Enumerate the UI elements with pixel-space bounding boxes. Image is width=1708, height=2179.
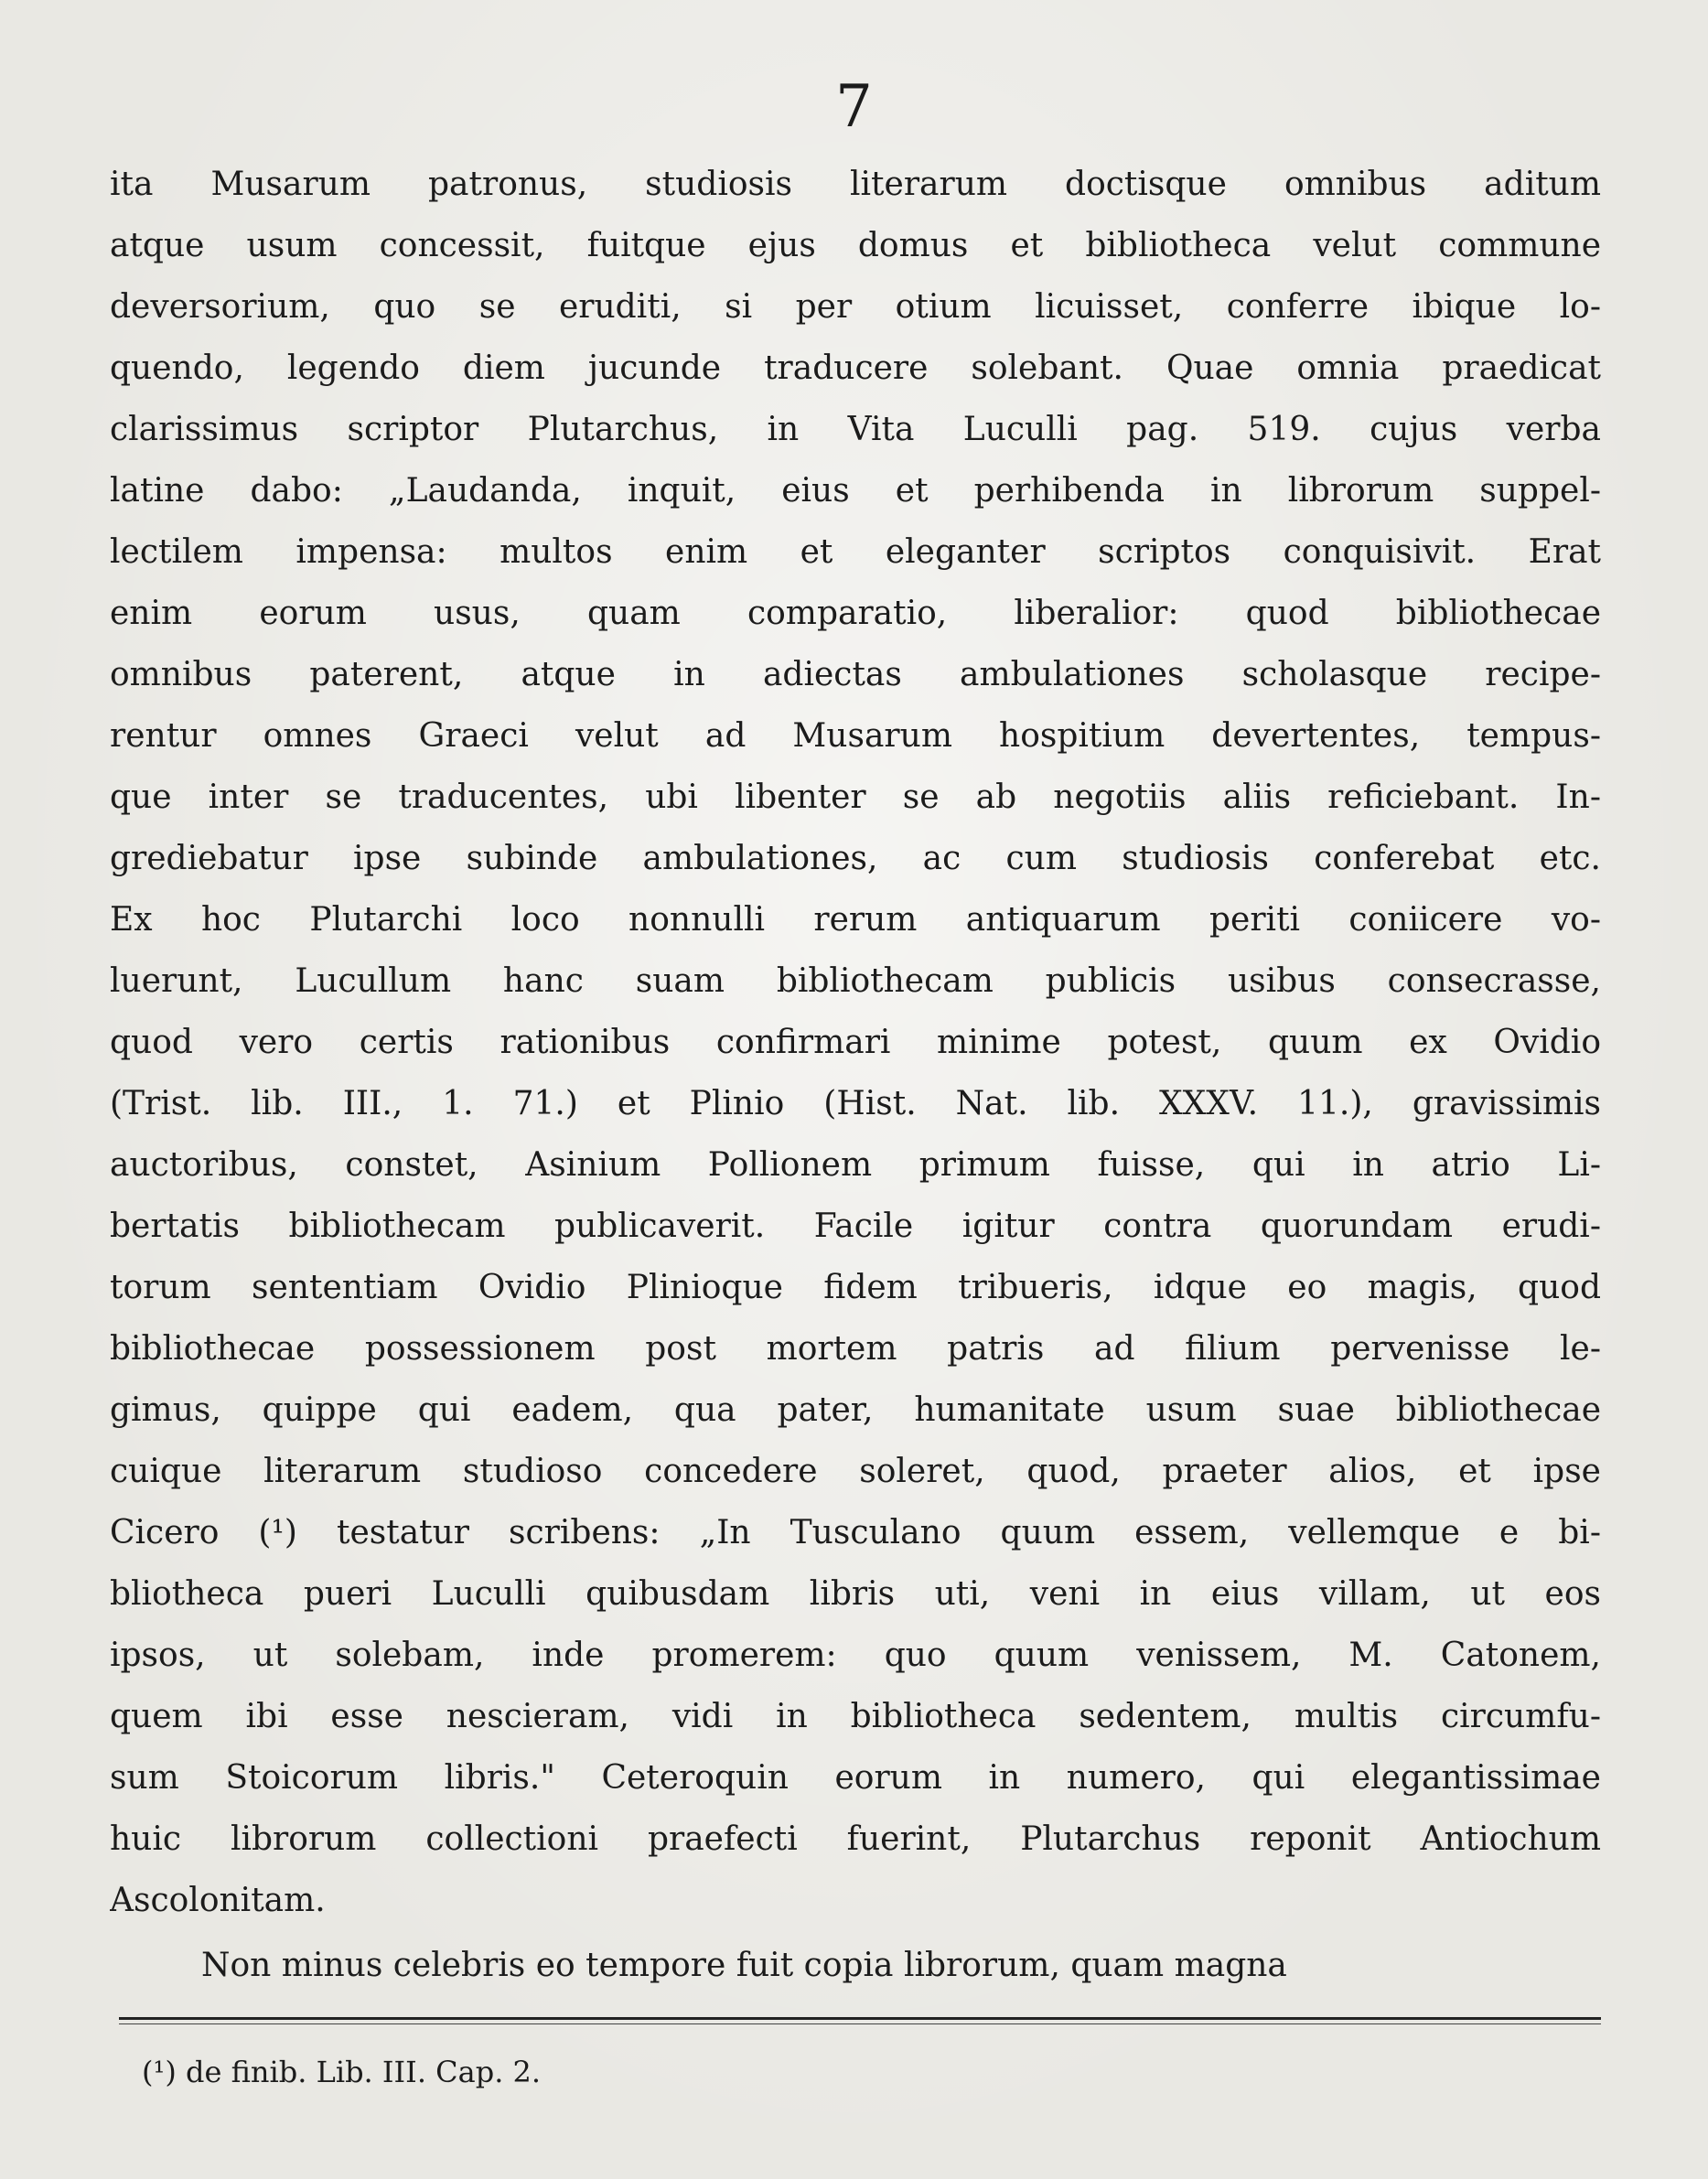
text-line: torum sententiam Ovidio Plinioque fidem tribueris, idque eo magis, quod — [110, 1269, 1601, 1306]
text-line: grediebatur ipse subinde ambulationes, ac cum studiosis conferebat etc. — [110, 840, 1601, 877]
text-line: clarissimus scriptor Plutarchus, in Vita Luculli pag. 519. cujus verba — [110, 411, 1601, 448]
footnote: (¹) de finib. Lib. III. Cap. 2. — [142, 2055, 542, 2089]
text-line: gimus, quippe qui eadem, qua pater, humanitate usum suae bibliothecae — [110, 1391, 1601, 1429]
paragraph-start-line: Non minus celebris eo tempore fuit copia librorum, quam magna — [201, 1947, 1287, 1984]
text-line: quendo, legendo diem jucunde traducere solebant. Quae omnia praedicat — [110, 349, 1601, 387]
text-line: ipsos, ut solebam, inde promerem: quo quum venissem, M. Catonem, — [110, 1637, 1601, 1674]
text-line: (Trist. lib. III., 1. 71.) et Plinio (Hist. Nat. lib. XXXV. 11.), gravissimis — [110, 1085, 1601, 1122]
text-line: auctoribus, constet, Asinium Pollionem primum fuisse, qui in atrio Li- — [110, 1146, 1601, 1184]
text-line: sum Stoicorum libris." Ceteroquin eorum in numero, qui elegantissimae — [110, 1759, 1601, 1797]
text-line: ita Musarum patronus, studiosis literarum doctisque omnibus aditum — [110, 166, 1601, 203]
text-line: Ex hoc Plutarchi loco nonnulli rerum antiquarum periti coniicere vo- — [110, 901, 1601, 939]
text-line: enim eorum usus, quam comparatio, liberalior: quod bibliothecae — [110, 595, 1601, 632]
text-line: lectilem impensa: multos enim et eleganter scriptos conquisivit. Erat — [110, 533, 1601, 571]
body-text — [110, 154, 1601, 1996]
page-number: 7 — [835, 73, 873, 141]
text-line: bertatis bibliothecam publicaverit. Facile igitur contra quorundam erudi- — [110, 1208, 1601, 1245]
text-line: bibliothecae possessionem post mortem patris ad filium pervenisse le- — [110, 1330, 1601, 1368]
text-line: Ascolonitam. — [110, 1882, 326, 1919]
text-line: que inter se traducentes, ubi libenter se ab negotiis aliis reficiebant. In- — [110, 778, 1601, 816]
text-line: atque usum concessit, fuitque ejus domus et bibliotheca velut commune — [110, 227, 1601, 264]
text-line: quem ibi esse nescieram, vidi in bibliotheca sedentem, multis circumfu- — [110, 1698, 1601, 1735]
text-line: bliotheca pueri Luculli quibusdam libris uti, veni in eius villam, ut eos — [110, 1575, 1601, 1613]
text-line: quod vero certis rationibus confirmari minime potest, quum ex Ovidio — [110, 1024, 1601, 1061]
text-line: huic librorum collectioni praefecti fuerint, Plutarchus reponit Antiochum — [110, 1820, 1601, 1858]
footnote-rule — [119, 2017, 1601, 2020]
text-line: deversorium, quo se eruditi, si per otium licuisset, conferre ibique lo- — [110, 288, 1601, 326]
text-line: luerunt, Lucullum hanc suam bibliothecam publicis usibus consecrasse, — [110, 962, 1601, 1000]
text-line: Cicero (¹) testatur scribens: „In Tusculano quum essem, vellemque e bi- — [110, 1514, 1601, 1551]
footnote-rule-thin — [119, 2023, 1601, 2024]
text-line: latine dabo: „Laudanda, inquit, eius et perhibenda in librorum suppel- — [110, 472, 1601, 510]
text-line: cuique literarum studioso concedere soleret, quod, praeter alios, et ipse — [110, 1453, 1601, 1490]
text-line: rentur omnes Graeci velut ad Musarum hospitium devertentes, tempus- — [110, 717, 1601, 755]
text-line: omnibus paterent, atque in adiectas ambulationes scholasque recipe- — [110, 656, 1601, 693]
